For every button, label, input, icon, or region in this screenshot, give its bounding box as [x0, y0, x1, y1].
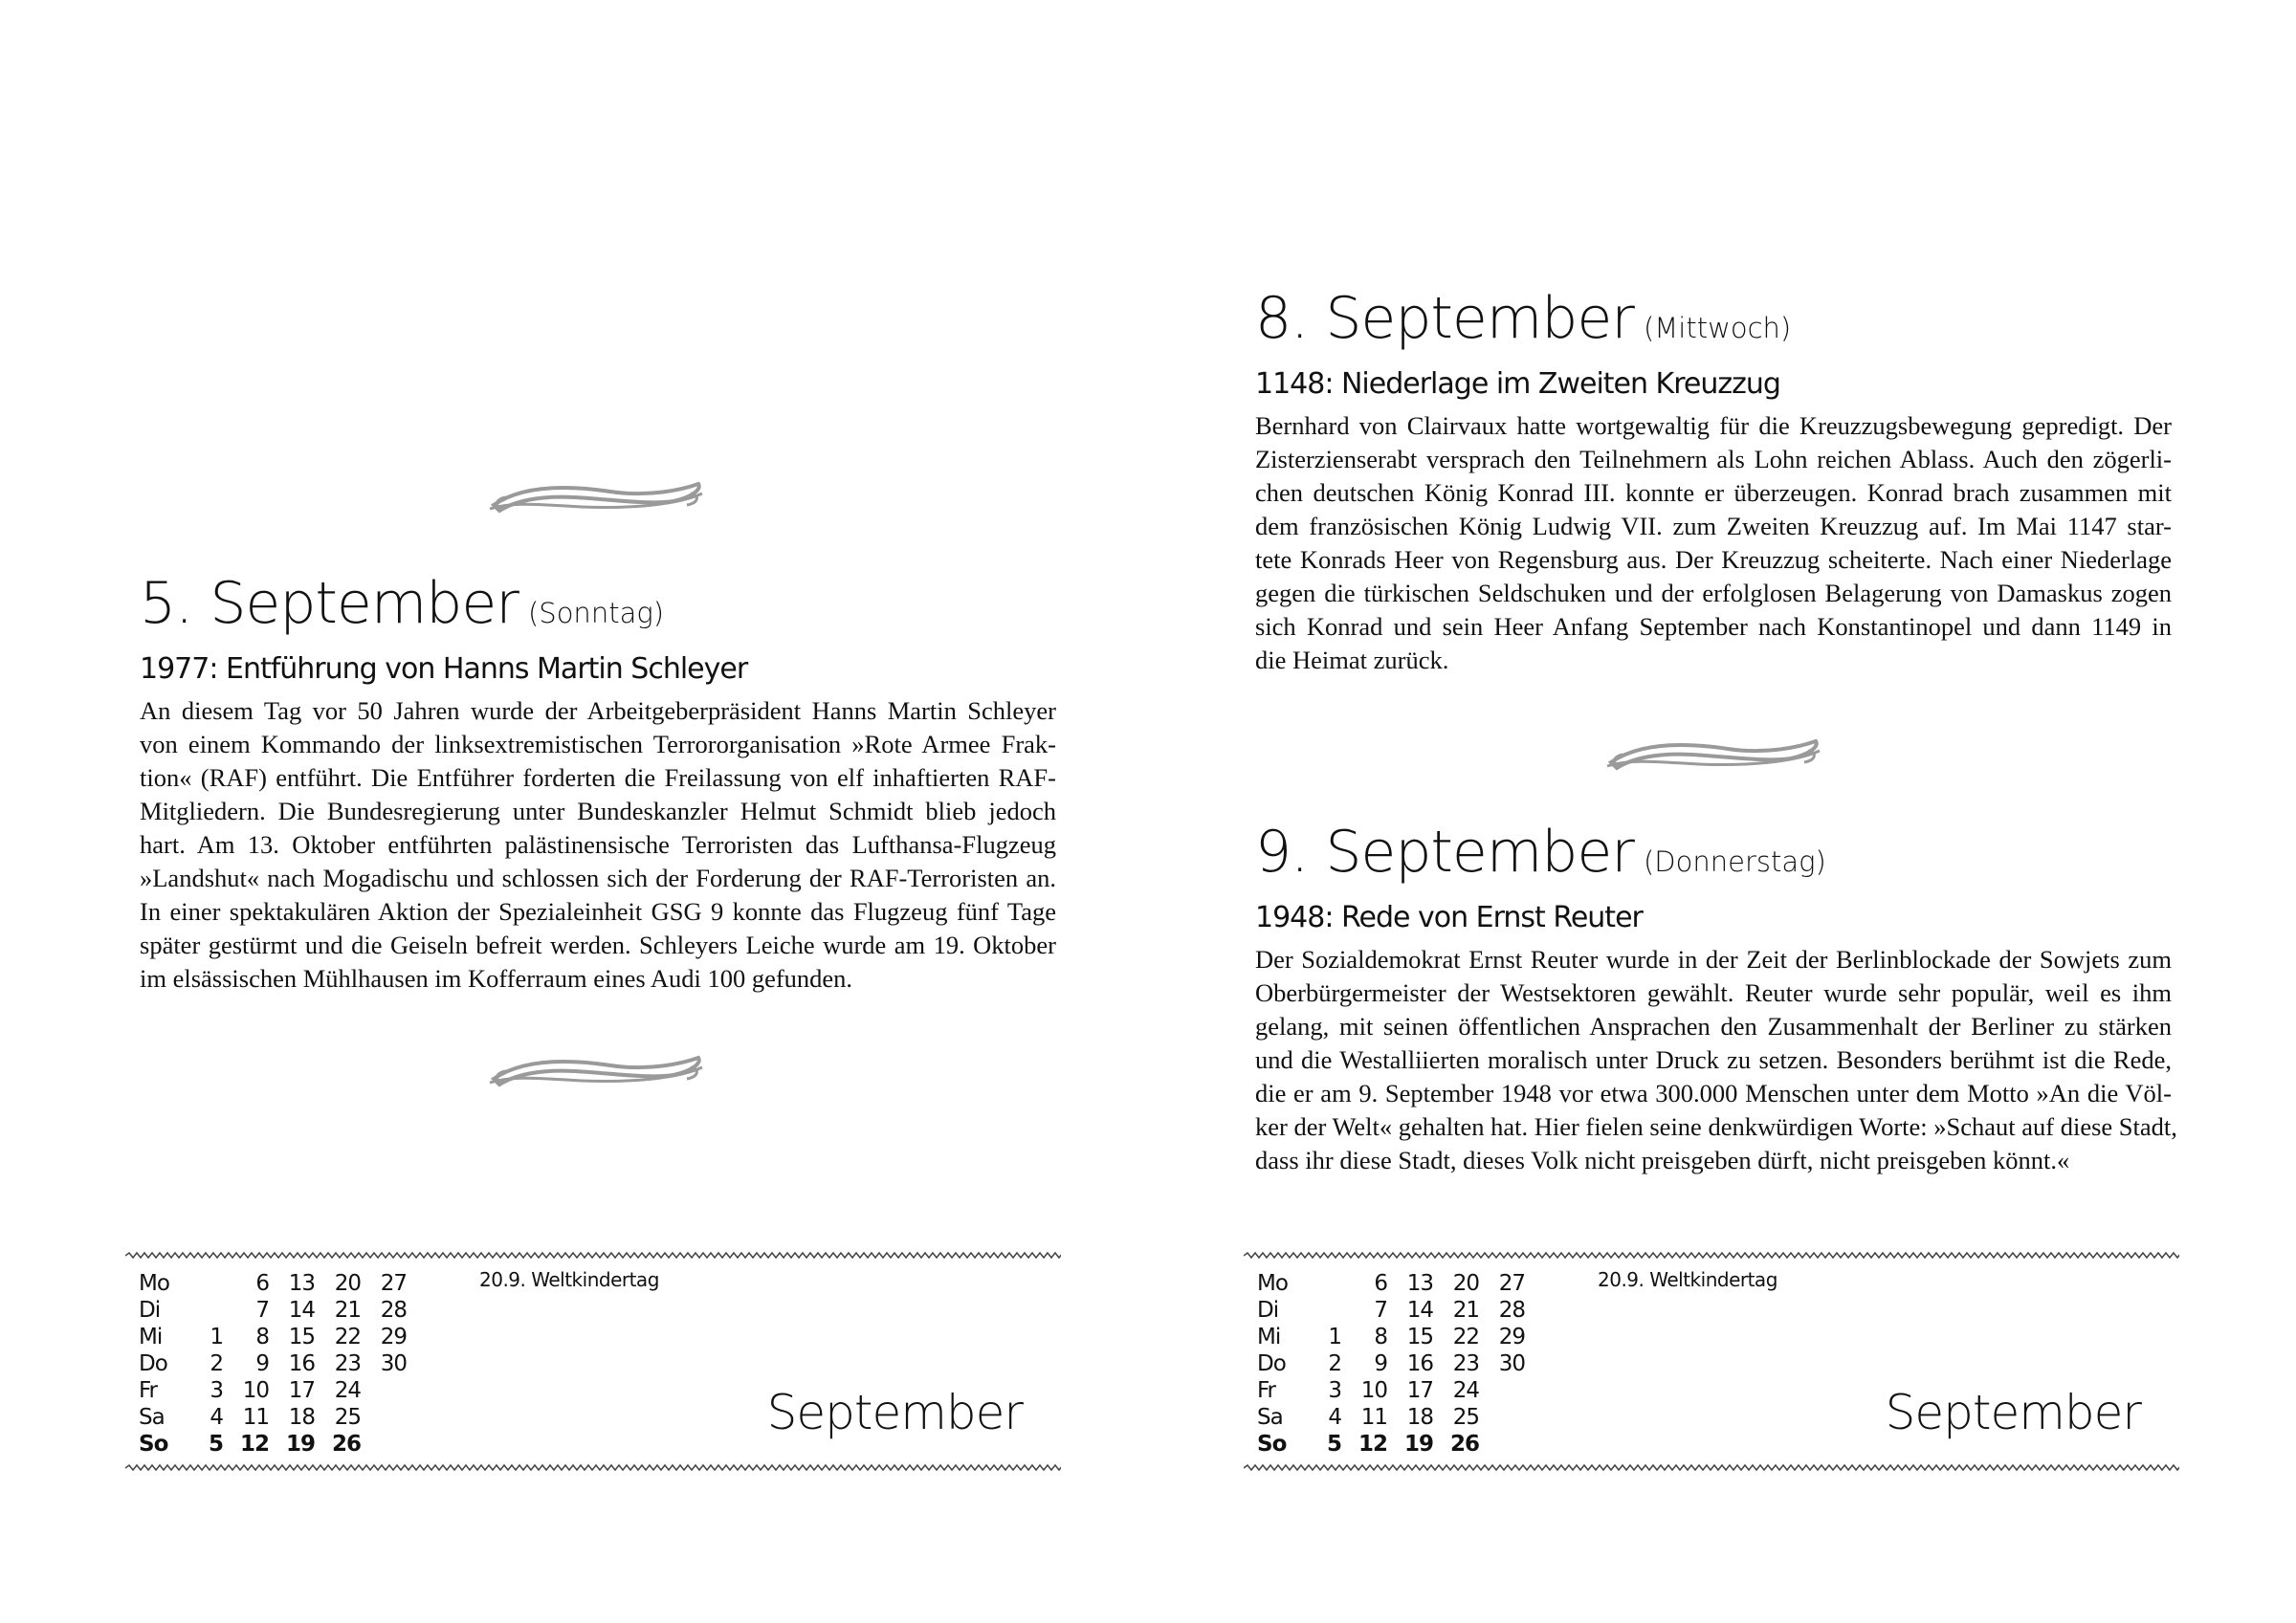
- day-number: 13: [1406, 1271, 1433, 1296]
- holiday-note: 20.9. Weltkindertag: [479, 1268, 659, 1291]
- body-line: »Landshut« nach Mogadischu und schlossen sich der Forderung der RAF-Terroristen an.: [140, 864, 1056, 892]
- entry-date: [1255, 819, 2172, 895]
- entry-sept-9: [1255, 819, 2177, 1177]
- date-title: 5. September: [140, 570, 519, 637]
- day-number: 29: [1498, 1325, 1525, 1349]
- day-number: 16: [1406, 1351, 1433, 1376]
- day-number: 18: [1406, 1405, 1433, 1430]
- body-line: Mitgliedern. Die Bundesregierung unter Bundeskanzler Helmut Schmidt blieb jedoch: [140, 797, 1056, 825]
- body-line: und die Westalliierten moralisch unter Druck zu setzen. Besonders berühmt ist die Rede,: [1255, 1045, 2172, 1074]
- calendar-row: [139, 1297, 407, 1324]
- calendar-row: [139, 1350, 407, 1377]
- body-line: chen deutschen König Konrad III. konnte er überzeugen. Konrad brach zusammen mit: [1255, 478, 2172, 507]
- month-calendar: [125, 1251, 1061, 1469]
- day-number: 14: [288, 1298, 315, 1323]
- calendar-row: [139, 1377, 407, 1404]
- calendar-row: [139, 1324, 407, 1350]
- day-number: [361, 1377, 407, 1404]
- weekday: (Mittwoch): [1643, 312, 1792, 344]
- day-number: 30: [380, 1351, 407, 1376]
- entry-headline: 1148: Niederlage im Zweiten Kreuzzug: [1255, 367, 1780, 401]
- weekday-label: Do: [1257, 1351, 1286, 1376]
- day-number: 28: [380, 1298, 407, 1323]
- body-line: im elsässischen Mühlhausen im Kofferraum eines Audi 100 gefunden.: [140, 964, 853, 993]
- day-number: 7: [1374, 1298, 1387, 1323]
- day-number: 20: [1452, 1271, 1479, 1296]
- entry-sept-5: [140, 570, 1056, 996]
- day-number: 2: [1328, 1351, 1341, 1376]
- calendar-grid: [139, 1270, 407, 1458]
- calendar-row: [1257, 1377, 1525, 1404]
- day-number: 24: [334, 1378, 361, 1403]
- weekday: (Donnerstag): [1643, 845, 1826, 878]
- day-number: 15: [288, 1325, 315, 1349]
- date-title: 9. September: [1255, 819, 1634, 886]
- day-number: 4: [210, 1405, 223, 1430]
- entry-headline: 1977: Entführung von Hanns Martin Schleyer: [140, 652, 748, 686]
- weekday-label: Fr: [1257, 1378, 1276, 1403]
- month-title: September: [766, 1385, 1023, 1440]
- day-number: [1479, 1404, 1525, 1431]
- weekday-label: So: [139, 1432, 168, 1457]
- calendar-row: [1257, 1324, 1525, 1350]
- day-number: 12: [239, 1432, 269, 1457]
- wavy-divider: [125, 1251, 1061, 1261]
- day-number: 17: [288, 1378, 315, 1403]
- day-number: 10: [1360, 1378, 1387, 1403]
- calendar-row: [1257, 1431, 1525, 1458]
- day-number: 22: [1452, 1325, 1479, 1349]
- body-line: hart. Am 13. Oktober entführten palästinensische Terroristen das Lufthansa-Flugzeug: [140, 830, 1056, 859]
- day-number: 9: [1374, 1351, 1387, 1376]
- body-line: tete Konrads Heer von Regensburg aus. Der Kreuzzug scheiterte. Nach einer Niederlage: [1255, 545, 2172, 574]
- day-number: 18: [288, 1405, 315, 1430]
- body-line: Oberbürgermeister der Westsektoren gewählt. Reuter wurde sehr populär, weil es ihm: [1255, 978, 2172, 1007]
- day-number: [1479, 1377, 1525, 1404]
- day-number: [1295, 1270, 1341, 1297]
- calendar-row: [1257, 1297, 1525, 1324]
- entry-body: [1255, 943, 2177, 1177]
- ornament-swirl-icon: [1603, 734, 1823, 776]
- entry-date: [1255, 285, 2172, 362]
- month-calendar: [1244, 1251, 2179, 1469]
- body-line: von einem Kommando der linksextremistischen Terrororganisation »Rote Armee Frak-: [140, 730, 1056, 758]
- day-number: 13: [288, 1271, 315, 1296]
- day-number: 17: [1406, 1378, 1433, 1403]
- weekday-label: Mo: [139, 1271, 169, 1296]
- right-page: [1148, 0, 2296, 1623]
- calendar-row: [1257, 1404, 1525, 1431]
- day-number: 25: [1452, 1405, 1479, 1430]
- body-line: dem französischen König Ludwig VII. zum Zweiten Kreuzzug auf. Im Mai 1147 star-: [1255, 512, 2172, 540]
- day-number: [1479, 1431, 1525, 1458]
- day-number: 20: [334, 1271, 361, 1296]
- body-line: die er am 9. September 1948 vor etwa 300.000 Menschen unter dem Motto »An die Völ-: [1255, 1079, 2172, 1108]
- day-number: 3: [1328, 1378, 1341, 1403]
- weekday-label: So: [1257, 1432, 1287, 1457]
- calendar-row: [139, 1270, 407, 1297]
- day-number: 23: [1452, 1351, 1479, 1376]
- day-number: 22: [334, 1325, 361, 1349]
- day-number: 27: [1498, 1271, 1525, 1296]
- day-number: 26: [1449, 1432, 1479, 1457]
- weekday-label: Mo: [1257, 1271, 1288, 1296]
- day-number: 19: [1403, 1432, 1433, 1457]
- weekday: (Sonntag): [527, 597, 665, 629]
- body-line: gegen die türkischen Seldschuken und der erfolglosen Belagerung von Damaskus zogen: [1255, 579, 2172, 607]
- weekday-label: Mi: [139, 1325, 163, 1349]
- wavy-divider: [1244, 1251, 2179, 1261]
- day-number: 6: [255, 1271, 269, 1296]
- day-number: 25: [334, 1405, 361, 1430]
- day-number: 11: [242, 1405, 269, 1430]
- entry-body: [1255, 409, 2172, 677]
- day-number: 15: [1406, 1325, 1433, 1349]
- day-number: 30: [1498, 1351, 1525, 1376]
- body-line: In einer spektakulären Aktion der Spezialeinheit GSG 9 konnte das Flugzeug fünf Tage: [140, 897, 1056, 926]
- calendar-row: [139, 1404, 407, 1431]
- entry-headline: 1948: Rede von Ernst Reuter: [1255, 901, 1643, 934]
- day-number: 1: [210, 1325, 223, 1349]
- day-number: [361, 1404, 407, 1431]
- calendar-row: [1257, 1350, 1525, 1377]
- body-line: die Heimat zurück.: [1255, 646, 1449, 674]
- body-line: Der Sozialdemokrat Ernst Reuter wurde in der Zeit der Berlinblockade der Sowjets zum: [1255, 945, 2172, 974]
- month-title: September: [1885, 1385, 2141, 1440]
- day-number: 14: [1406, 1298, 1433, 1323]
- body-line: An diesem Tag vor 50 Jahren wurde der Arbeitgeberpräsident Hanns Martin Schleyer: [140, 696, 1056, 725]
- entry-date: [140, 570, 1056, 647]
- day-number: 6: [1374, 1271, 1387, 1296]
- wavy-divider: [125, 1463, 1061, 1473]
- body-line: Bernhard von Clairvaux hatte wortgewaltig für die Kreuzzugsbewegung gepredigt. Der: [1255, 411, 2172, 440]
- day-number: 8: [1374, 1325, 1387, 1349]
- calendar-row: [139, 1431, 407, 1458]
- weekday-label: Sa: [1257, 1405, 1283, 1430]
- day-number: [361, 1431, 407, 1458]
- day-number: 2: [210, 1351, 223, 1376]
- ornament-swirl-icon: [486, 1050, 706, 1092]
- body-line: Zisterzienserabt versprach den Teilnehmern als Lohn reichen Ablass. Auch den zögerli-: [1255, 445, 2172, 473]
- day-number: [177, 1297, 223, 1324]
- body-line: dass ihr diese Stadt, dieses Volk nicht preisgeben dürft, nicht preisgeben könnt.«: [1255, 1146, 2070, 1174]
- ornament-swirl-icon: [486, 476, 706, 518]
- day-number: 5: [1326, 1432, 1341, 1457]
- weekday-label: Fr: [139, 1378, 158, 1403]
- body-line: ker der Welt« gehalten hat. Hier fielen seine denkwürdigen Worte: »Schaut auf diese Stadt,: [1255, 1112, 2177, 1141]
- weekday-label: Di: [1257, 1298, 1279, 1323]
- day-number: 19: [285, 1432, 315, 1457]
- day-number: 4: [1328, 1405, 1341, 1430]
- body-line: gelang, mit seinen öffentlichen Ansprachen den Zusammenhalt der Berliner zu stärken: [1255, 1012, 2172, 1041]
- body-line: tion« (RAF) entführt. Die Entführer forderten die Freilassung von elf inhaftierten RAF-: [140, 763, 1056, 792]
- day-number: 16: [288, 1351, 315, 1376]
- day-number: 21: [1452, 1298, 1479, 1323]
- day-number: 23: [334, 1351, 361, 1376]
- day-number: 24: [1452, 1378, 1479, 1403]
- date-title: 8. September: [1255, 285, 1634, 352]
- day-number: 11: [1360, 1405, 1387, 1430]
- day-number: 3: [210, 1378, 223, 1403]
- day-number: 28: [1498, 1298, 1525, 1323]
- entry-sept-8: [1255, 285, 2172, 677]
- weekday-label: Di: [139, 1298, 161, 1323]
- weekday-label: Do: [139, 1351, 167, 1376]
- entry-body: [140, 694, 1056, 996]
- day-number: 5: [208, 1432, 223, 1457]
- calendar-row: [1257, 1270, 1525, 1297]
- day-number: 10: [242, 1378, 269, 1403]
- day-number: 9: [255, 1351, 269, 1376]
- day-number: 26: [331, 1432, 361, 1457]
- calendar-grid: [1257, 1270, 1525, 1458]
- day-number: 7: [255, 1298, 269, 1323]
- day-number: 27: [380, 1271, 407, 1296]
- day-number: 1: [1328, 1325, 1341, 1349]
- wavy-divider: [1244, 1463, 2179, 1473]
- weekday-label: Mi: [1257, 1325, 1281, 1349]
- day-number: 21: [334, 1298, 361, 1323]
- day-number: 12: [1358, 1432, 1387, 1457]
- holiday-note: 20.9. Weltkindertag: [1598, 1268, 1777, 1291]
- day-number: 29: [380, 1325, 407, 1349]
- day-number: [1295, 1297, 1341, 1324]
- day-number: 8: [255, 1325, 269, 1349]
- body-line: später gestürmt und die Geiseln befreit werden. Schleyers Leiche wurde am 19. Oktober: [140, 931, 1056, 959]
- weekday-label: Sa: [139, 1405, 165, 1430]
- day-number: [177, 1270, 223, 1297]
- body-line: sich Konrad und sein Heer Anfang September nach Konstantinopel und dann 1149 in: [1255, 612, 2172, 641]
